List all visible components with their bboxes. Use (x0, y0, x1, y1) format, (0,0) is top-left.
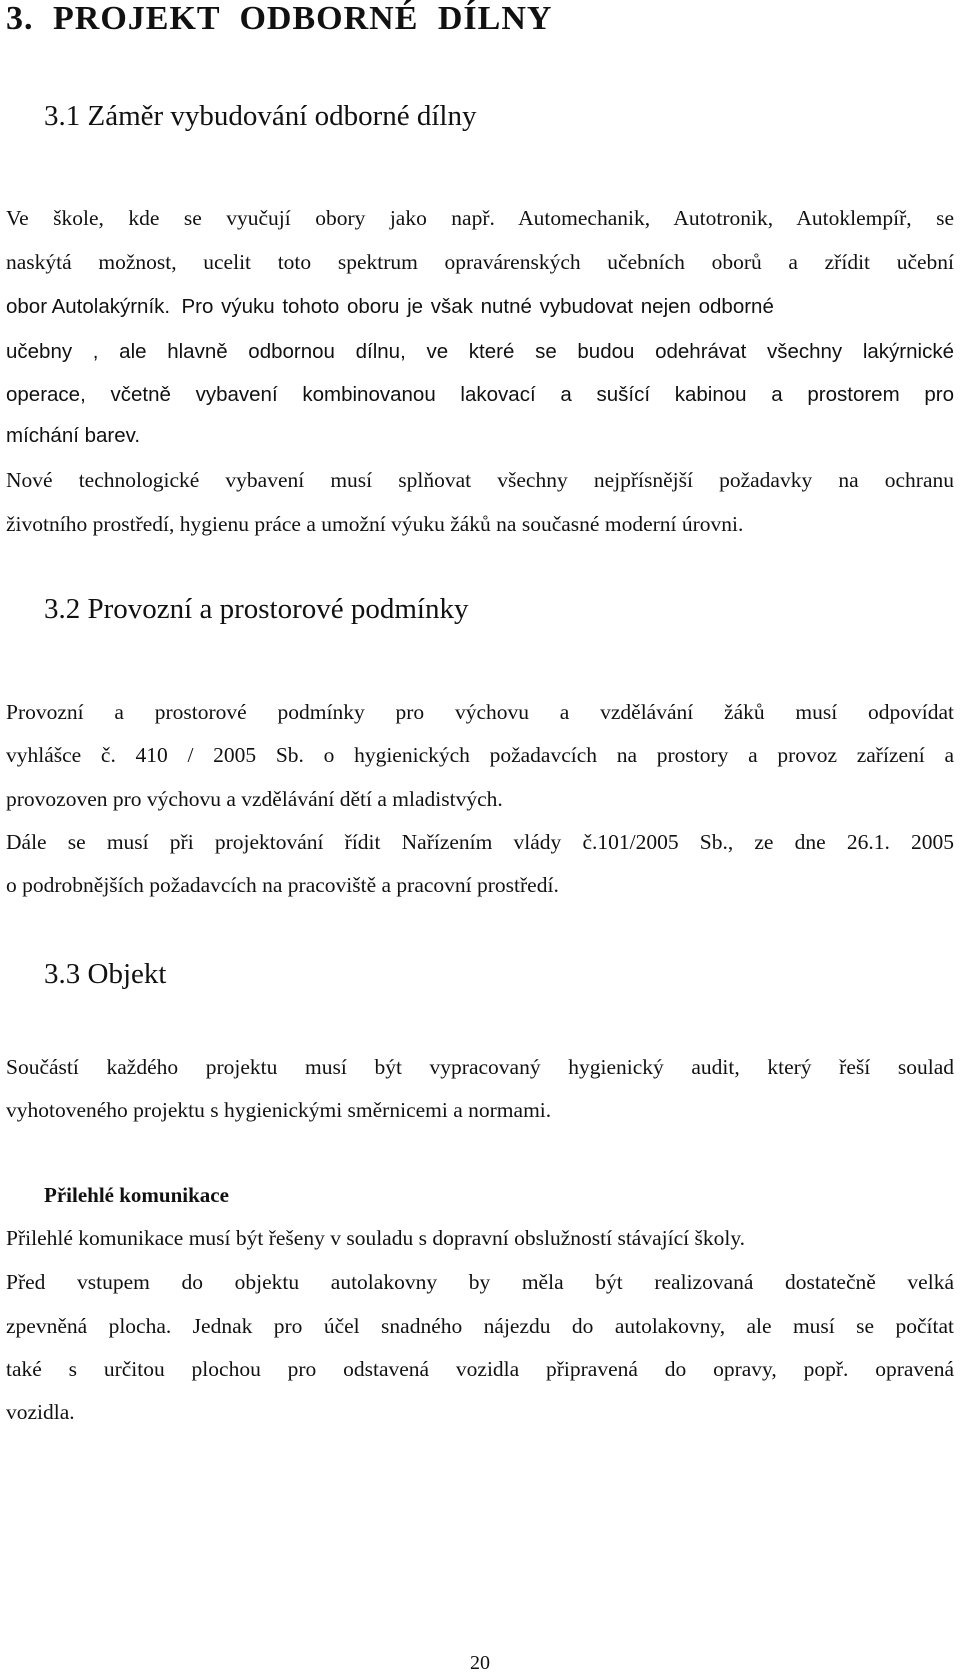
paragraph-line: Provozní a prostorové podmínky pro výchovu a vzdělávání žáků musí odpovídat (6, 700, 954, 724)
paragraph-line: vyhotoveného projektu s hygienickými směrnicemi a normami. (6, 1098, 552, 1122)
paragraph-line: Ve škole, kde se vyučují obory jako např. Automechanik, Autotronik, Autoklempíř, se (6, 206, 954, 230)
page-number: 20 (470, 1652, 490, 1674)
paragraph-line: vozidla. (6, 1400, 75, 1424)
paragraph-line: zpevněná plocha. Jednak pro účel snadného nájezdu do autolakovny, ale musí se počítat (6, 1314, 954, 1338)
paragraph-line: Dále se musí při projektování řídit Nařízením vlády č.101/2005 Sb., ze dne 26.1. 2005 (6, 830, 954, 854)
paragraph-line: o podrobnějších požadavcích na pracoviště a pracovní prostředí. (6, 873, 559, 897)
paragraph-line: operace, včetně vybavení kombinovanou lakovací a sušící kabinou a prostorem pro (6, 383, 954, 406)
subsection-title: Přilehlé komunikace (44, 1183, 229, 1207)
paragraph-line: Před vstupem do objektu autolakovny by měla být realizovaná dostatečně velká (6, 1270, 954, 1294)
paragraph-fragment: obor Autolakýrník. (6, 295, 171, 318)
paragraph-fragment: Pro výuku tohoto oboru je však nutné vybudovat nejen odborné (181, 295, 774, 318)
paragraph-line: provozoven pro výchovu a vzdělávání dětí a mladistvých. (6, 787, 503, 811)
paragraph-line: životního prostředí, hygienu práce a umožní výuku žáků na současné moderní úrovni. (6, 512, 744, 536)
paragraph-line: Přilehlé komunikace musí být řešeny v souladu s dopravní obslužností stávající školy. (6, 1226, 746, 1250)
paragraph-line: Nové technologické vybavení musí splňovat všechny nejpřísnější požadavky na ochranu (6, 468, 954, 492)
paragraph-line: míchání barev. (6, 424, 141, 447)
section-title-3-1: 3.1 Záměr vybudování odborné dílny (44, 100, 477, 132)
paragraph-line: Součástí každého projektu musí být vypracovaný hygienický audit, který řeší soulad (6, 1055, 954, 1079)
section-title-3-2: 3.2 Provozní a prostorové podmínky (44, 593, 469, 625)
paragraph-line: vyhlášce č. 410 / 2005 Sb. o hygienických požadavcích na prostory a provoz zařízení a (6, 743, 954, 767)
paragraph-line: učebny , ale hlavně odbornou dílnu, ve které se budou odehrávat všechny lakýrnické (6, 340, 954, 363)
section-title-3-3: 3.3 Objekt (44, 958, 167, 990)
paragraph-line: také s určitou plochou pro odstavená vozidla připravená do opravy, popř. opravená (6, 1357, 954, 1381)
paragraph-line (6, 294, 774, 319)
chapter-heading: 3. PROJEKT ODBORNÉ DÍLNY (6, 0, 553, 37)
paragraph-line: naskýtá možnost, ucelit toto spektrum opravárenských učebních oborů a zřídit učební (6, 250, 954, 274)
